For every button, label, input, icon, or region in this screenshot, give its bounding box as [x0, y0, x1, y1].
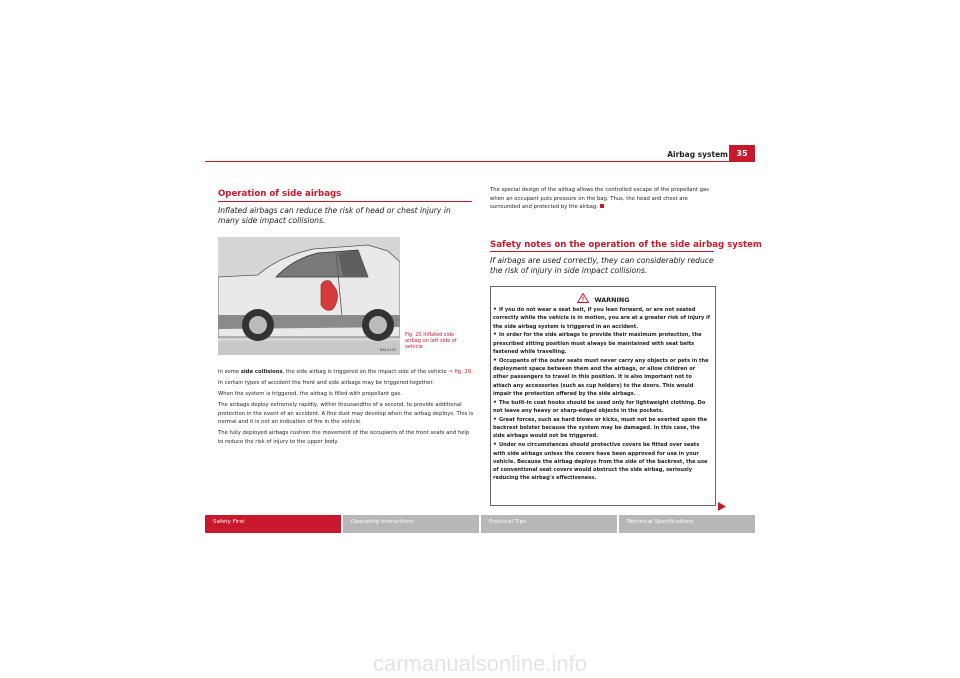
figure-reference-link[interactable]: ⇒ fig. 20 — [448, 369, 472, 375]
warning-title: WARNING — [594, 296, 630, 304]
end-of-section-marker — [600, 204, 604, 208]
section-heading-rule — [218, 201, 472, 202]
running-header-title: Airbag system — [667, 150, 728, 159]
tab-practical-tips[interactable]: Practical Tips — [481, 515, 617, 533]
warning-item: • Occupants of the outer seats must never carry any objects or pets in the deployment space between them and the airbags, or allow children or other passengers to travel in this position. It is also important not to attach any accessories (such as cup holders) to the doors. This would impair the protection offered by the side airbags. — [493, 356, 709, 397]
warning-item: • In order for the side airbags to provide their maximum protection, the prescribed sitting position must always be maintained with seat belts fastened while travelling. — [493, 331, 702, 355]
tab-safety-first[interactable]: Safety First — [205, 515, 341, 533]
footer-navigation — [205, 515, 755, 533]
section1-body — [218, 368, 474, 449]
figure-car-illustration — [218, 237, 400, 355]
section2-heading-rule — [490, 251, 714, 252]
paragraph-1: In some side collisions, the side airbag is triggered on the impact side of the vehicle ⇒ fig. 20. — [218, 369, 473, 375]
section2-lead: If airbags are used correctly, they can considerably reduce the risk of injury in side impact collisions. — [490, 256, 714, 275]
warning-item: • If you do not wear a seat belt, if you lean forward, or are not seated correctly while the vehicle is in motion, you are at a greater risk of injury if the side airbag system is triggered in an accident. — [493, 306, 711, 330]
tab-operating-instructions[interactable]: Operating Instructions — [343, 515, 479, 533]
continue-arrow-icon — [718, 496, 726, 515]
warning-list — [493, 306, 712, 483]
figure-caption: Fig. 20 Inflated side airbag on left side of vehicle — [405, 332, 457, 351]
paragraph-2: In certain types of accident the front and side airbags may be triggered together. — [218, 380, 434, 386]
car-side-airbag-svg — [218, 237, 400, 355]
warning-header — [491, 293, 715, 304]
figure-code: B6J-0135 — [379, 348, 396, 352]
watermark: carmanualsonline.info — [372, 651, 588, 676]
section-heading-side-airbags: Operation of side airbags — [218, 189, 342, 199]
section1-continuation — [490, 186, 716, 214]
warning-item: • Great forces, such as hard blows or kicks, must not be exerted upon the backrest bolster because the system may be damaged. In this case, the side airbags would not be triggered. — [493, 415, 708, 440]
section-lead: Inflated airbags can reduce the risk of head or chest injury in many side impact collisions. — [218, 206, 451, 225]
paragraph-6: The special design of the airbag allows the controlled escape of the propellant gas when an occupant puts pressure on the bag. Thus, the head and chest are surrounded and protected by the airbag. — [490, 187, 709, 210]
warning-triangle-icon — [577, 293, 589, 303]
page-number-box: 35 — [729, 145, 755, 162]
warning-box — [490, 286, 716, 506]
paragraph-5: The fully deployed airbags cushion the movement of the occupants of the front seats and help to reduce the risk of injury to the upper body. — [218, 430, 470, 445]
tab-technical-specifications[interactable]: Technical Specifications — [619, 515, 755, 533]
header-rule — [205, 161, 755, 162]
warning-item: • Under no circumstances should protective covers be fitted over seats with side airbags unless the covers have been approved for use in your vehicle. Because the airbag deploys from the side of the backrest, the use of conventional seat covers would obstruct the side airbag, seriously reducing the airbag's effectiveness. — [493, 441, 708, 482]
section-heading-safety-notes: Safety notes on the operation of the side airbag system — [490, 240, 762, 250]
paragraph-4: The airbags deploy extremely rapidly, within thousandths of a second, to provide additional protection in the event of an accident. A fine dust may develop when the airbag deploys. This is normal and it is not an indication of fire in the vehicle. — [218, 402, 474, 425]
paragraph-3: When the system is triggered, the airbag is filled with propellant gas. — [218, 391, 402, 397]
warning-item: • The built-in coat hooks should be used only for lightweight clothing. Do not leave any heavy or sharp-edged objects in the pockets. — [493, 398, 706, 415]
